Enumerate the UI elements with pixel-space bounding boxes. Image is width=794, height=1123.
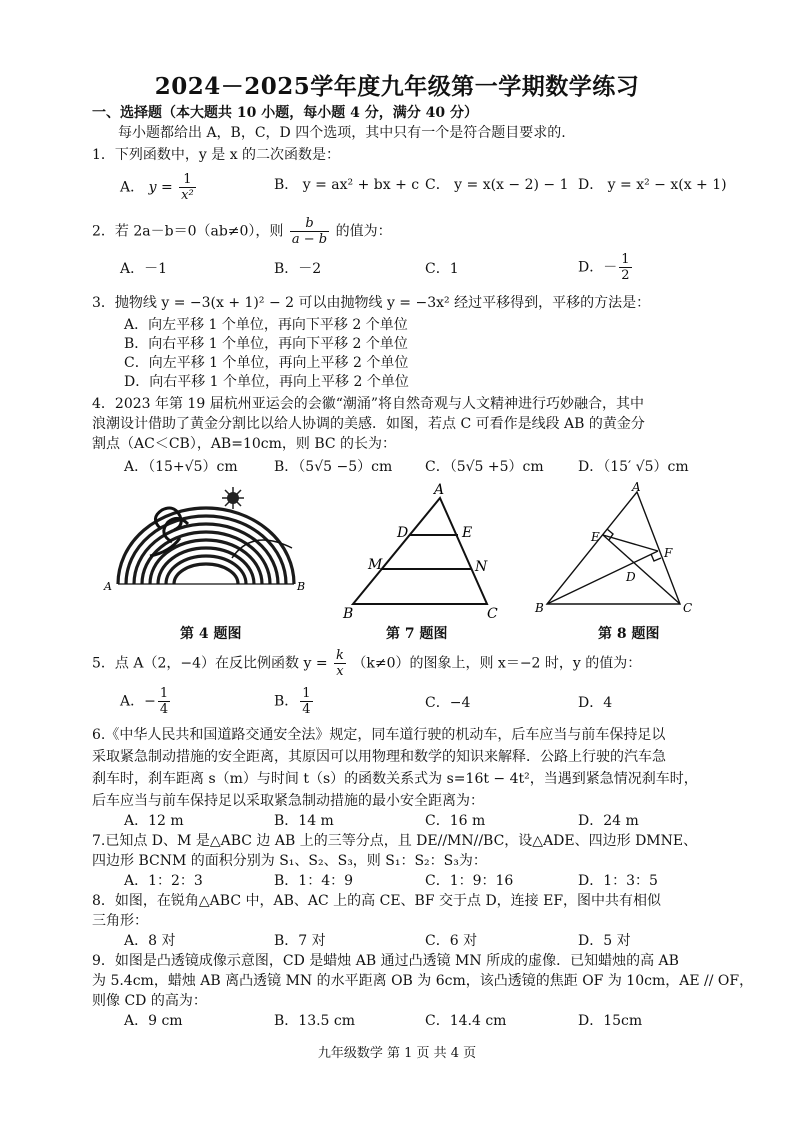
q1-a-den: x² bbox=[181, 188, 194, 203]
q2-option-c: C．1 bbox=[425, 261, 459, 277]
q5-b-den: 4 bbox=[302, 702, 311, 717]
q7-option-c: C．1：9：16 bbox=[425, 873, 514, 889]
q5-stem-post: （k≠0）的图象上，则 x＝−2 时，y 的值为： bbox=[352, 655, 642, 672]
q6-line-2: 采取紧急制动措施的安全距离，其原因可以用物理和数学的知识来解释．公路上行驶的汽车急 bbox=[92, 749, 666, 765]
q9-option-d: D．15cm bbox=[578, 1013, 643, 1029]
q5-option-b bbox=[274, 686, 315, 717]
q1-a-fraction bbox=[179, 172, 196, 203]
q7-option-d: D．1：3：5 bbox=[578, 873, 658, 889]
q9-line-2: 为 5.4cm，蜡烛 AB 离凸透镜 MN 的水平距离 OB 为 6cm，该凸透镜的焦距 OF 为 10cm，AE // OF， bbox=[92, 973, 754, 989]
q9-line-3: 则像 CD 的高为： bbox=[92, 993, 207, 1009]
q6-line-4: 后车应当与前车保持足以采取紧急制动措施的最小安全距离为： bbox=[92, 793, 484, 809]
q8-option-d: D．5 对 bbox=[578, 933, 631, 949]
q6-option-b: B．14 m bbox=[274, 813, 334, 829]
fig7-caption: 第 7 题图 bbox=[386, 626, 448, 642]
q2-option-b: B．－2 bbox=[274, 261, 322, 277]
fig7-label-b: B bbox=[343, 606, 354, 622]
q2-stem-pre: 2．若 2a－b＝0（ab≠0），则 bbox=[92, 223, 284, 240]
q2-option-d bbox=[578, 252, 634, 283]
q3-option-b: B．向右平移 1 个单位，再向下平移 2 个单位 bbox=[124, 336, 408, 352]
section-instruction: 每小题都给出 A，B，C，D 四个选项，其中只有一个是符合题目要求的. bbox=[118, 125, 566, 141]
q2-stem-post: 的值为： bbox=[335, 223, 392, 240]
q7-option-a: A．1：2：3 bbox=[124, 873, 203, 889]
q5-a-fraction bbox=[158, 686, 170, 717]
fig8-triangle bbox=[547, 492, 680, 604]
q3-option-a: A．向左平移 1 个单位，再向下平移 2 个单位 bbox=[124, 317, 408, 333]
section-heading: 一、选择题（本大题共 10 小题，每小题 4 分，满分 40 分） bbox=[92, 105, 478, 121]
q5-option-a bbox=[120, 686, 172, 717]
fig4-label-b: B bbox=[297, 580, 306, 593]
q1-option-c: C． y = x(x − 2) − 1 bbox=[425, 177, 569, 193]
fig4-emblem bbox=[103, 487, 305, 593]
q2-stem-fraction bbox=[290, 216, 329, 247]
q7-line-2: 四边形 BCNM 的面积分别为 S₁、S₂、S₃，则 S₁：S₂：S₃为： bbox=[92, 853, 487, 869]
q4-option-c: C．（5√5 +5）cm bbox=[425, 459, 544, 475]
q2-d-den: 2 bbox=[621, 268, 630, 283]
q9-option-c: C．14.4 cm bbox=[425, 1013, 507, 1029]
q1-a-num: 1 bbox=[179, 172, 196, 188]
q3-option-c: C．向左平移 1 个单位，再向上平移 2 个单位 bbox=[124, 355, 409, 371]
q6-option-c: C．16 m bbox=[425, 813, 486, 829]
q5-b-num: 1 bbox=[302, 686, 311, 701]
q5-b-fraction bbox=[300, 686, 312, 717]
q2-stem-num: b bbox=[290, 216, 329, 232]
q3-option-d: D．向右平移 1 个单位，再向上平移 2 个单位 bbox=[124, 374, 409, 390]
q5-stem-num: k bbox=[336, 648, 344, 663]
q9-line-1: 9．如图是凸透镜成像示意图，CD 是蜡烛 AB 通过凸透镜 MN 所成的虚像．已知蜡烛的高 AB bbox=[92, 953, 679, 969]
q2-stem-den: a − b bbox=[291, 232, 328, 247]
q5-a-den: 4 bbox=[159, 702, 169, 717]
q2-stem bbox=[92, 216, 392, 247]
q1-option-d: D． y = x² − x(x + 1) bbox=[578, 177, 727, 193]
q5-option-c: C．−4 bbox=[425, 695, 471, 711]
q5-stem-fraction bbox=[334, 648, 346, 679]
q5-b-label: B． bbox=[274, 693, 299, 710]
q6-line-3: 刹车时，刹车距离 s（m）与时间 t（s）的函数关系式为 s=16t − 4t²，当遇到紧急情况刹车时， bbox=[92, 771, 698, 787]
figures-row bbox=[0, 478, 794, 628]
q7-option-b: B．1：4：9 bbox=[274, 873, 354, 889]
q1-option-a bbox=[120, 172, 198, 203]
q4-line-3: 割点（AC＜CB），AB=10cm，则 BC 的长为： bbox=[92, 436, 397, 452]
q8-option-c: C．6 对 bbox=[425, 933, 478, 949]
page-footer: 九年级数学 第 1 页 共 4 页 bbox=[317, 1046, 477, 1061]
q7-line-1: 7.已知点 D、M 是△ABC 边 AB 上的三等分点，且 DE//MN//BC，设△ADE、四边形 DMNE、 bbox=[92, 833, 698, 849]
fig8-label-e: E bbox=[591, 530, 600, 544]
q6-option-d: D．24 m bbox=[578, 813, 639, 829]
q1-a-pre: y = bbox=[148, 179, 173, 196]
fig7-label-n: N bbox=[475, 559, 488, 575]
fig7-label-m: M bbox=[368, 557, 383, 573]
q2-d-num: 1 bbox=[621, 252, 630, 267]
fig7-triangle bbox=[353, 498, 487, 604]
fig8-label-a: A bbox=[632, 480, 641, 494]
q2-d-fraction bbox=[619, 252, 631, 283]
fig7-label-c: C bbox=[487, 606, 498, 622]
fig4-label-a: A bbox=[104, 580, 112, 593]
fig7-label-e: E bbox=[462, 525, 473, 541]
q5-option-d: D．4 bbox=[578, 695, 613, 711]
fig8-caption: 第 8 题图 bbox=[598, 626, 660, 642]
q9-option-b: B．13.5 cm bbox=[274, 1013, 356, 1029]
q4-line-1: 4．2023 年第 19 届杭州亚运会的会徽“潮涌”将自然奇观与人文精神进行巧妙融合，其中 bbox=[92, 396, 645, 412]
q4-option-b: B．（5√5 −5）cm bbox=[274, 459, 393, 475]
q6-line-1: 6.《中华人民共和国道路交通安全法》规定，同车道行驶的机动车，后车应当与前车保持足以 bbox=[92, 727, 666, 743]
q9-option-a: A．9 cm bbox=[124, 1013, 183, 1029]
q2-d-label: D．－ bbox=[578, 259, 618, 276]
fig8-label-f: F bbox=[664, 546, 673, 560]
q5-stem-pre: 5．点 A（2，−4）在反比例函数 y = bbox=[92, 655, 328, 672]
q8-option-b: B．7 对 bbox=[274, 933, 326, 949]
fig8-label-d: D bbox=[626, 570, 636, 584]
q8-line-2: 三角形： bbox=[92, 913, 148, 929]
q5-stem-den: x bbox=[336, 664, 344, 679]
q4-option-a: A．（15+√5）cm bbox=[124, 459, 238, 475]
q8-option-a: A．8 对 bbox=[124, 933, 176, 949]
page-title: 2024－2025学年度九年级第一学期数学练习 bbox=[154, 73, 640, 100]
q1-stem: 1．下列函数中，y 是 x 的二次函数是： bbox=[92, 147, 341, 163]
fig4-caption: 第 4 题图 bbox=[180, 626, 242, 642]
q1-option-b: B． y = ax² + bx + c bbox=[274, 177, 420, 193]
q6-option-a: A．12 m bbox=[124, 813, 184, 829]
q3-stem: 3．抛物线 y = −3(x + 1)² − 2 可以由抛物线 y = −3x² 经过平移得到，平移的方法是： bbox=[92, 295, 651, 311]
q1-a-label: A． bbox=[120, 179, 145, 196]
fig7-label-a: A bbox=[434, 482, 445, 498]
fig8-label-b: B bbox=[535, 601, 544, 615]
q5-stem bbox=[92, 648, 641, 679]
q5-a-label: A．− bbox=[120, 693, 156, 710]
q8-line-1: 8．如图，在锐角△ABC 中，AB、AC 上的高 CE、BF 交于点 D，连接 EF，图中共有相似 bbox=[92, 893, 662, 909]
fig7-label-d: D bbox=[397, 525, 409, 541]
q5-a-num: 1 bbox=[159, 686, 169, 701]
q4-line-2: 浪潮设计借助了黄金分割比以给人协调的美感．如图，若点 C 可看作是线段 AB 的黄金分 bbox=[92, 416, 645, 432]
q2-option-a: A．－1 bbox=[120, 261, 168, 277]
q4-option-d: D．（15′ √5）cm bbox=[578, 459, 689, 475]
fig8-label-c: C bbox=[683, 601, 693, 615]
